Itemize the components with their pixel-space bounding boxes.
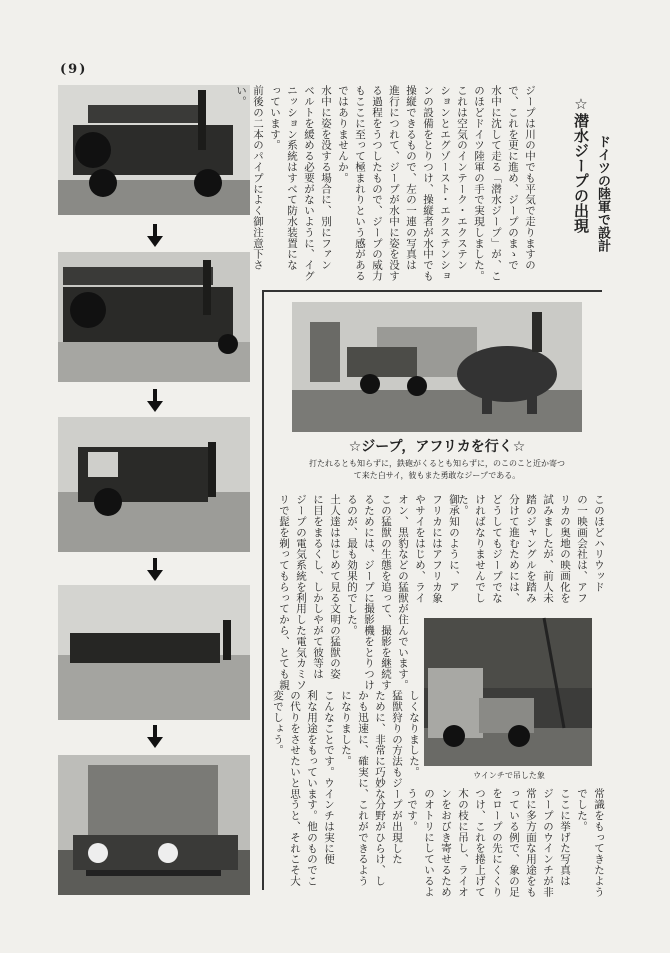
- article-title: ☆潜水ジープの出現: [572, 95, 590, 233]
- frame-top: [262, 290, 602, 292]
- elephant-winch-photo: [424, 618, 592, 766]
- rhino-photo: [292, 302, 582, 432]
- jeep-photo-1: [58, 85, 250, 215]
- down-arrow-icon: [146, 389, 164, 413]
- rhino-caption-line2: て来た白サイ，彼もまた勇敢なジープである。: [353, 471, 521, 480]
- page-number: (9): [60, 62, 88, 77]
- jeep-photo-5: [58, 755, 250, 895]
- frame-left: [262, 290, 264, 890]
- article2-title: ☆ジープ，アフリカを行く☆: [348, 439, 526, 455]
- article2-body-col3: しくなりました。 猛獣狩りの方法もジープが出現した ために、非常に巧妙な分野がひらけ、し かも迅速に、確実に、これができるよう になりました。 こんなことです。ウインチは実に便 利な用途をもっています。他のものでこ の代りをさせたいと思うと、それこそ大 変でしょう。: [272, 690, 420, 887]
- rhino-caption-line1: 打たれるとも知らずに，鉄砲がくるとも知らずに，のこのこと近か寄つ: [309, 459, 565, 468]
- jeep-photo-3: [58, 417, 250, 552]
- winch-photo-caption: ウインチで吊した象: [473, 771, 545, 780]
- jeep-photo-4: [58, 585, 250, 720]
- down-arrow-icon: [146, 725, 164, 749]
- down-arrow-icon: [146, 224, 164, 248]
- article2-body-col1: このほどハリウッド の一映画会社は、アフ リカの奥地の映画化を 試みましたが、前人未 踏のジャングルを踏み 分けて進むためには、 どうしてもジープでな ければなりませんでし た。: [457, 494, 605, 603]
- article-body: ジープは川の中でも平気で走りますの で、これを更に進め、ジープのまゝで 水中に沈して走る「潜水ジープ」が、こ のほどドイツ陸軍の手で実現しました。 これは空気のインテーク・エクステン ションとエグゾースト・エクステンショ ンの設備をとりつけ、操縦者が水中でも 操縦できるもので、左の一連の写真は 進行につれて、ジープが水中に姿を没す る過程をうつしたもので、ジープの威力 もここに至って極まれりという感がある ではありませんか。 水中に姿を没する場合に、別にファン ベルトを緩める必要がないように、イグ ニッション系統はすべて防水装置にな っています。 前後の二本のパイプによく御注意下さ い。: [235, 85, 536, 282]
- article2-body-col2: 御承知のように、ア フリカにはアフリカ象 やサイをはじめ、ライ オン、黒豹などの猛獣が住んでいます。 この猛獣の生態を追って、撮影を継続す るためには、ジープに撮影機をとりつけ るのが、最も効果的でした。 土人達ははじめて見る文明の猛獣の姿 に目をまるくし、しかしやがて彼等は ジープの電気系統を利用した電気カミソ リで髭を剃ってもらってから、とても親: [278, 494, 460, 691]
- article2-body-col4: 常識をもってきたよう でした。 ここに挙げた写真は ジープのウインチが非 常に多方面な用途をも っている例で、象の足 をロープの先にくくり つけ、これを捲上げて 木の枝に吊し、ライオ ンをおびき寄せるため のオトリにしているよ うです。: [406, 788, 605, 897]
- article-subtitle: ドイツの陸軍で設計: [595, 135, 610, 252]
- down-arrow-icon: [146, 558, 164, 582]
- jeep-photo-2: [58, 252, 250, 382]
